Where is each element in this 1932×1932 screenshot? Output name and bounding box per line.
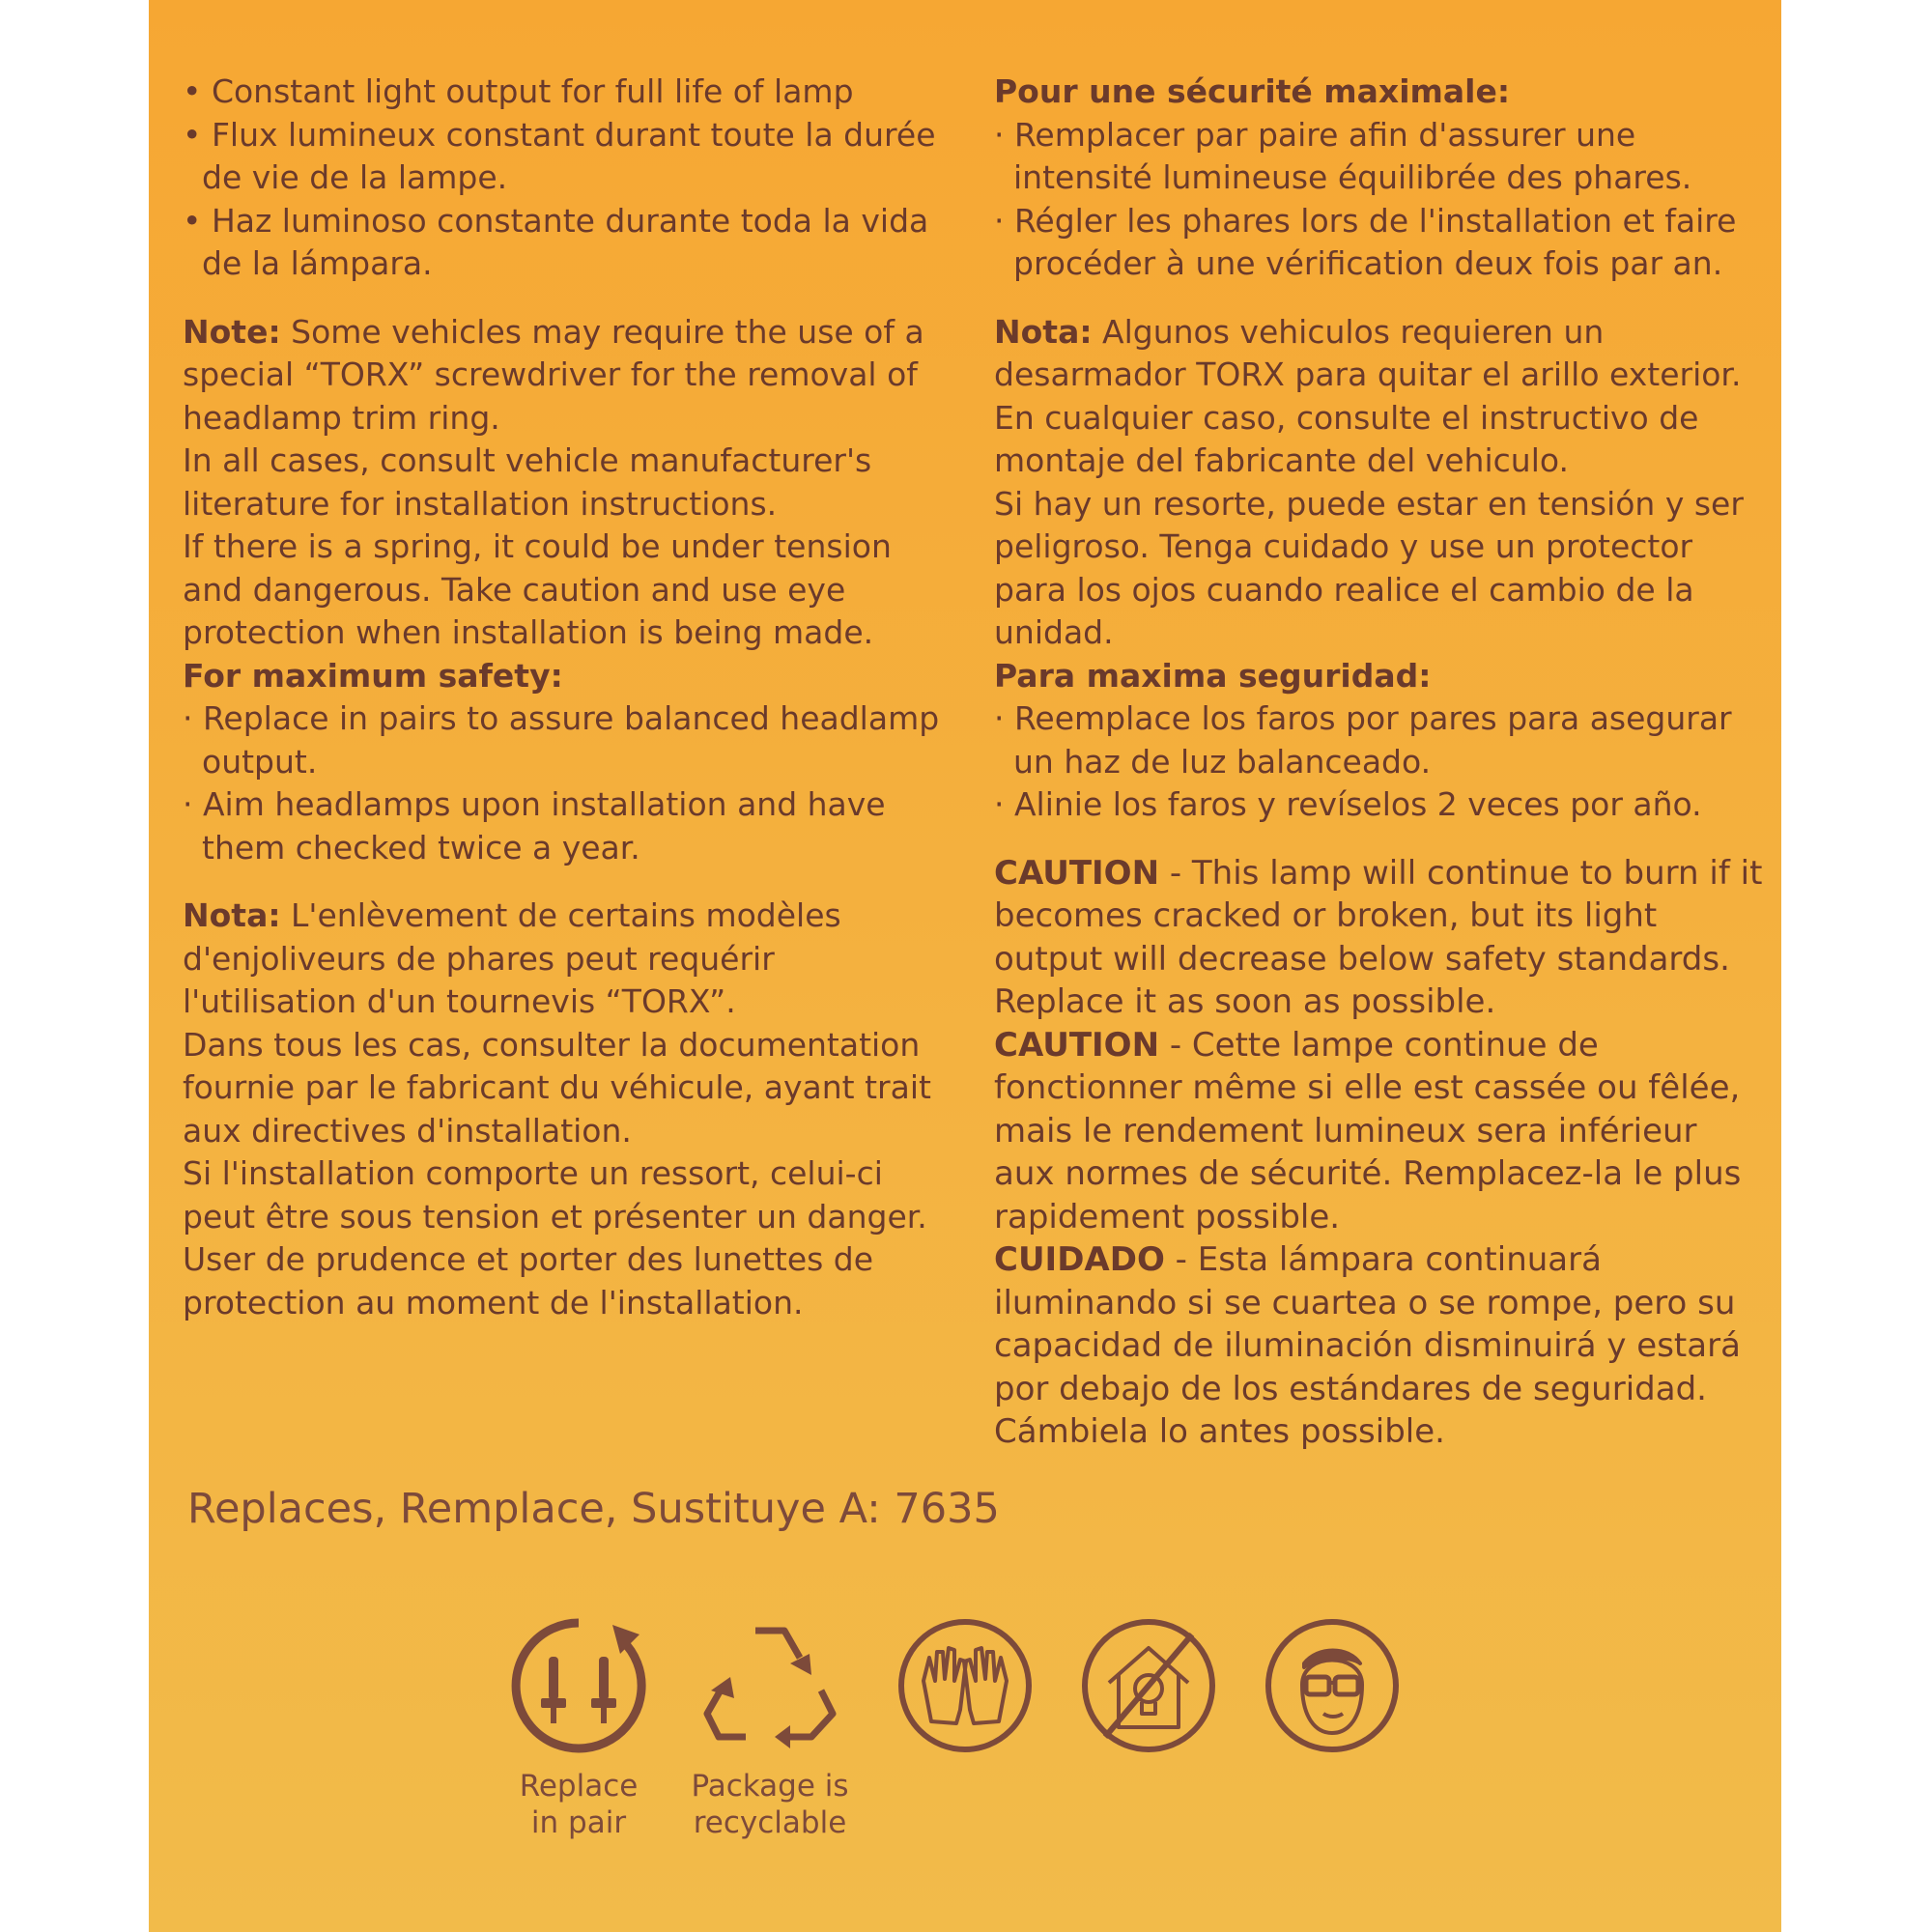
eye-protection-icon [1260, 1613, 1405, 1758]
nota-es-p3: Si hay un resorte, puede estar en tensión y ser peligroso. Tenga cuidado y use un protector para los ojos cuando realice el cambio de la unidad. [994, 484, 1744, 651]
nota-fr-p3: Si l'installation comporte un ressort, celui-ci peut être sous tension et présenter un danger. User de prudence et porter des lunettes de protection au moment de l'installation. [183, 1154, 927, 1321]
caution-fr-text: - Cette lampe continue de fonctionner même si elle est cassée ou fêlée, mais le rendement lumineux sera inférieur aux normes de sécurité. Remplacez-la le plus rapidement possible. [994, 1025, 1742, 1236]
safety-item-fr-2: · Régler les phares lors de l'installation et faire procéder à une vérification deux fois par an. [994, 201, 1737, 282]
cuidado-label: CUIDADO [994, 1240, 1165, 1279]
bullet-fr: • Flux lumineux constant durant toute la durée de vie de la lampe. [183, 115, 936, 196]
nota-label: Nota: [183, 896, 281, 934]
no-household-use-icon [1076, 1613, 1221, 1758]
recycle-icon [697, 1613, 842, 1758]
replace-in-pair-caption [472, 1768, 685, 1841]
replaces-text: Replaces, Remplace, Sustituye A: 7635 [187, 1485, 1000, 1533]
safety-item-en-2: · Aim headlamps upon installation and have them checked twice a year. [183, 785, 886, 867]
safety-heading-fr: Pour une sécurité maximale: [994, 72, 1511, 110]
note-en-p2: In all cases, consult vehicle manufacturer's literature for installation instructions. [183, 441, 872, 523]
recyclable-caption [664, 1768, 876, 1841]
caution-fr-label: CAUTION [994, 1025, 1160, 1065]
note-en [183, 311, 955, 440]
safety-item-es-2: · Alinie los faros y revíselos 2 veces por año. [994, 785, 1702, 823]
icon-row [149, 1613, 1781, 1864]
bullet-es: • Haz luminoso constante durante toda la vida de la lámpara. [183, 201, 929, 282]
left-column [183, 71, 955, 1324]
nota-text: L'enlèvement de certains modèles d'enjoliveurs de phares peut requérir l'utilisation d'un tournevis “TORX”. [183, 896, 841, 1020]
wear-gloves-icon [893, 1613, 1037, 1758]
note-en-p3: If there is a spring, it could be under tension and dangerous. Take caution and use eye protection when installation is being made. [183, 527, 892, 651]
safety-heading-en: For maximum safety: [183, 656, 563, 695]
safety-item-en-1: · Replace in pairs to assure balanced headlamp output. [183, 699, 940, 781]
safety-heading-es: Para maxima seguridad: [994, 656, 1432, 695]
nota-es-p2: En cualquier caso, consulte el instructivo de montaje del fabricante del vehiculo. [994, 398, 1699, 479]
caution-fr [994, 1024, 1767, 1239]
package-panel [149, 0, 1781, 1932]
caution-en-label: CAUTION [994, 853, 1160, 893]
recyclable-line1: Package is [691, 1769, 849, 1804]
es-nota-label: Nota: [994, 312, 1093, 351]
bullet-en: • Constant light output for full life of lamp [183, 72, 854, 110]
cuidado-text: - Esta lámpara continuará iluminando si se cuartea o se rompe, pero su capacidad de iluminación disminuirá y estará por debajo de los estándares de seguridad. Cámbiela lo antes possible. [994, 1240, 1741, 1451]
safety-item-es-1: · Reemplace los faros por pares para asegurar un haz de luz balanceado. [994, 699, 1732, 781]
right-column [994, 71, 1767, 1454]
safety-item-fr-1: · Remplacer par paire afin d'assurer une intensité lumineuse équilibrée des phares. [994, 115, 1692, 196]
es-nota-text: Algunos vehiculos requieren un desarmador TORX para quitar el arillo exterior. [994, 312, 1742, 393]
note-label: Note: [183, 312, 281, 351]
caution-en-text: - This lamp will continue to burn if it becomes cracked or broken, but its light output will decrease below safety standards. Replace it as soon as possible. [994, 853, 1763, 1021]
replace-in-pair-line1: Replace [519, 1769, 639, 1804]
nota-fr-p2: Dans tous les cas, consulter la documentation fournie par le fabricant du véhicule, ayant trait aux directives d'installation. [183, 1025, 931, 1150]
caution-en [994, 852, 1767, 1024]
replace-in-pair-icon [506, 1613, 651, 1758]
nota-es [994, 311, 1767, 397]
recyclable-line2: recyclable [693, 1805, 847, 1840]
note-text: Some vehicles may require the use of a special “TORX” screwdriver for the removal of headlamp trim ring. [183, 312, 924, 437]
nota-fr [183, 895, 955, 1024]
replace-in-pair-line2: in pair [530, 1805, 627, 1840]
cuidado-es [994, 1238, 1767, 1454]
